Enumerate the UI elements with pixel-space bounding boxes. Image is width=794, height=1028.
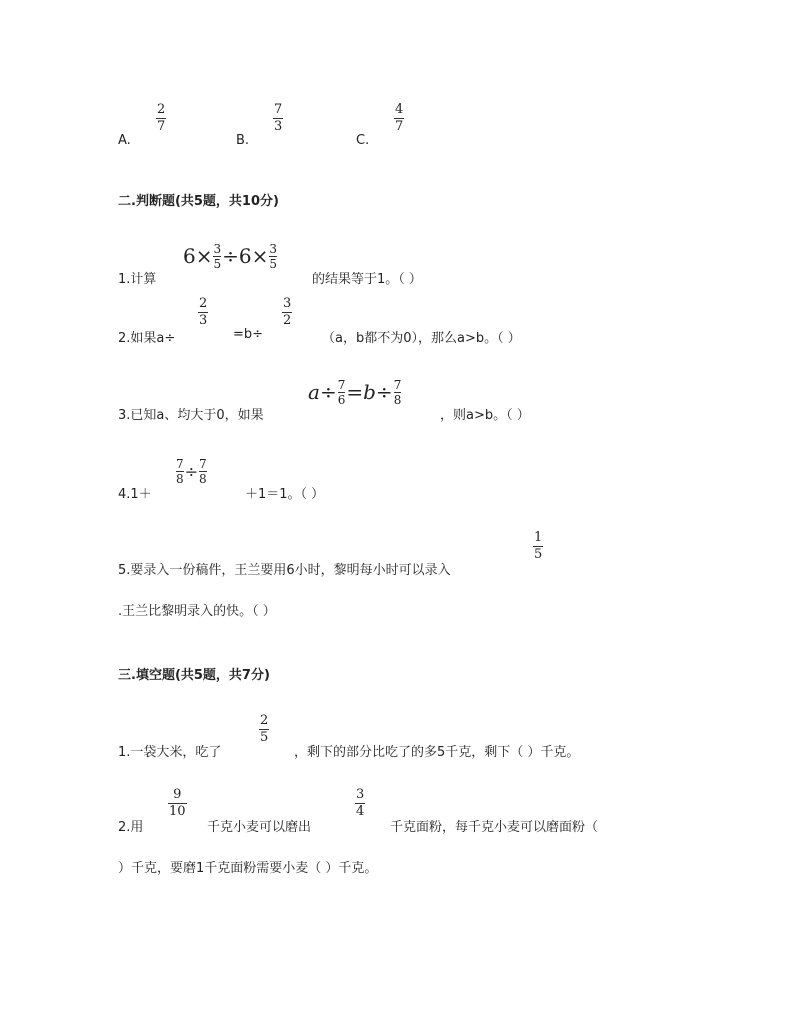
option-c-fraction <box>394 103 404 134</box>
option-b-label: B. <box>236 133 250 148</box>
option-b-fraction <box>273 103 283 134</box>
s2-q2-fraction-2: 3 2 <box>283 296 292 328</box>
s3-q2-line2: ）千克，要磨1千克面粉需要小麦（ ）千克。 <box>118 861 378 876</box>
fraction-numerator: 7 <box>274 102 283 117</box>
expr-fraction: 3 5 <box>269 241 278 271</box>
s2-q1-prefix: 1.计算 <box>118 272 157 287</box>
s2-q3-prefix: 3.已知a、均大于0，如果 <box>118 408 264 423</box>
s2-q1-suffix: 的结果等于1。（ ） <box>312 272 422 287</box>
fraction-numerator: 2 <box>157 102 166 117</box>
fraction-denominator: 3 <box>274 119 283 134</box>
section-3-heading: 三.填空题(共5题，共7分) <box>118 668 270 683</box>
s3-q2-mid: 千克小麦可以磨出 <box>207 820 312 835</box>
s2-q5-line1: 5.要录入一份稿件，王兰要用6小时，黎明每小时可以录入 <box>118 563 451 578</box>
expr-part: 6× <box>183 244 213 268</box>
option-a-fraction <box>156 103 166 134</box>
s2-q3-suffix: ，则a>b。（ ） <box>440 408 530 423</box>
expr-part: ÷6× <box>222 244 269 268</box>
expr-fraction: 3 5 <box>213 241 222 271</box>
s2-q5-fraction: 1 5 <box>534 530 543 562</box>
s2-q2-prefix: 2.如果a÷ <box>118 331 176 346</box>
s2-q1-expression <box>183 240 278 272</box>
section-2-heading: 二.判断题(共5题，共10分) <box>118 194 279 209</box>
s3-q2-prefix: 2.用 <box>118 820 144 835</box>
s3-q1-suffix: ，剩下的部分比吃了的多5千克，剩下（ ）千克。 <box>294 745 580 760</box>
option-c-label: C. <box>356 133 370 148</box>
s3-q1-fraction: 2 5 <box>260 713 269 745</box>
s2-q4-expression: 7 8 ÷ 7 8 <box>176 456 207 486</box>
s2-q2-fraction-1: 2 3 <box>199 296 208 328</box>
fraction-numerator: 4 <box>395 102 404 117</box>
s3-q1-prefix: 1.一袋大米，吃了 <box>118 745 222 760</box>
s3-q2-suffix: 千克面粉，每千克小麦可以磨面粉（ <box>390 820 599 835</box>
s2-q2-mid: =b÷ <box>233 327 264 342</box>
s3-q2-fraction-1: 9 10 <box>169 787 186 819</box>
s2-q4-prefix: 4.1＋ <box>118 487 152 502</box>
fraction-denominator: 7 <box>395 119 404 134</box>
s3-q2-fraction-2: 3 4 <box>356 787 365 819</box>
fraction-denominator: 7 <box>157 119 166 134</box>
s2-q5-line2: .王兰比黎明录入的快。（ ） <box>118 604 276 619</box>
s2-q3-expression: a ÷ 7 6 = b ÷ 7 8 <box>308 377 402 407</box>
s2-q2-suffix: （a，b都不为0），那么a>b。（ ） <box>322 331 521 346</box>
option-a-label: A. <box>118 133 131 148</box>
s2-q4-suffix: ＋1＝1。（ ） <box>245 487 325 502</box>
